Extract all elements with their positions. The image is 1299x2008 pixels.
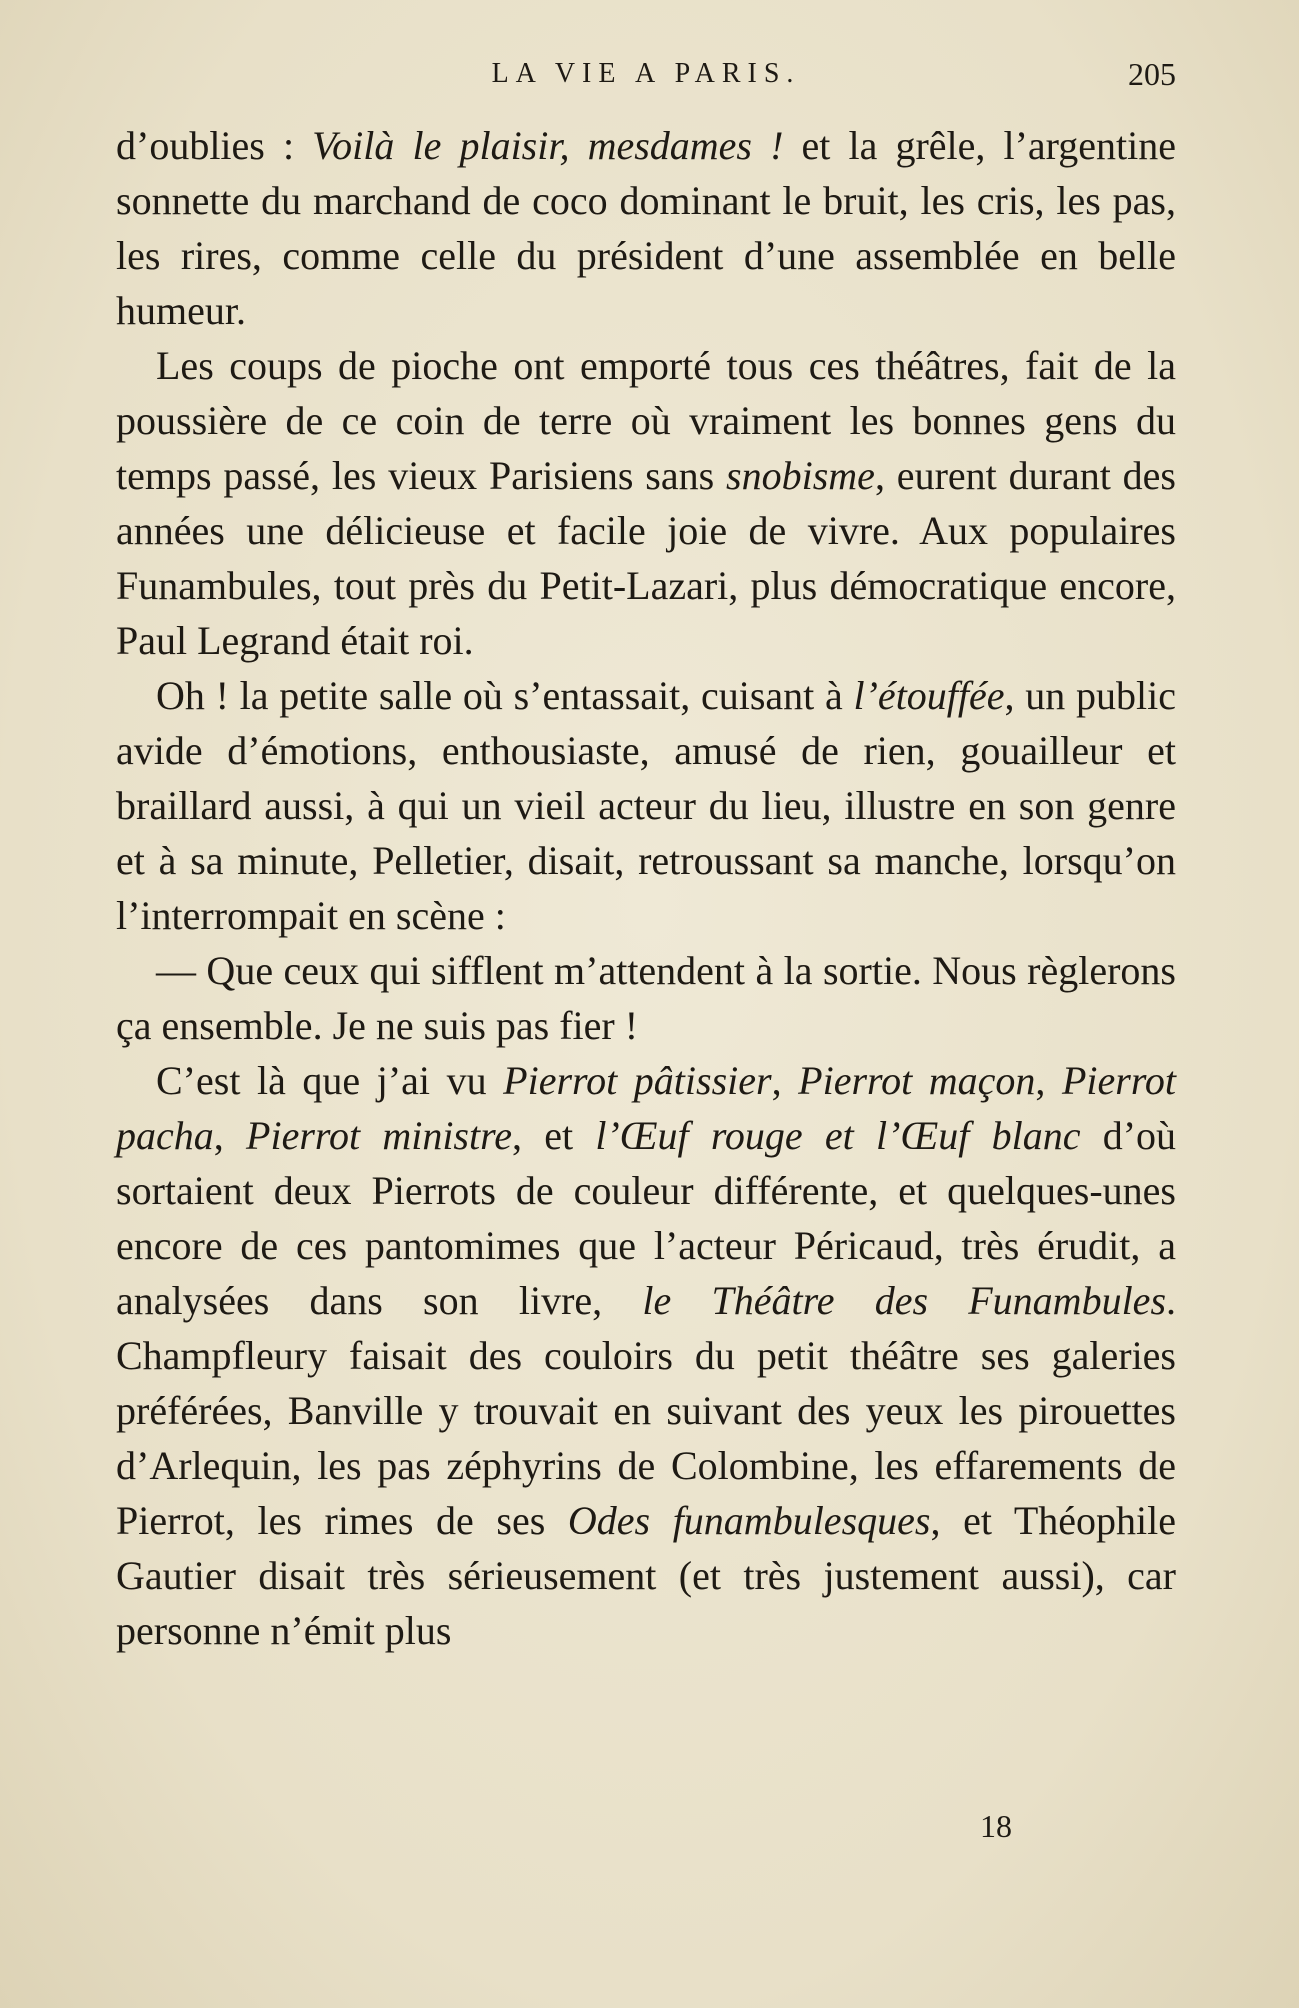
page-number: 205 [1128, 56, 1176, 92]
italic-text-run: Pierrot pâtissier [503, 1058, 772, 1103]
italic-text-run: l’étouffée [853, 673, 1005, 718]
text-run: Les coups de pioche ont emporté tous ces théâtres, fait de la poussière de ce coin de terre où vraiment les bonnes gens du temps passé, les vieux Parisiens sans [116, 343, 1176, 498]
italic-text-run: Pierrot ministre [246, 1113, 512, 1158]
paragraph [116, 943, 1176, 1053]
text-run: C’est là que j’ai vu [156, 1058, 504, 1103]
italic-text-run: le Théâtre des Funambules [642, 1278, 1167, 1323]
italic-text-run: snobisme [726, 453, 875, 498]
italic-text-run: Pierrot pacha [116, 1058, 1177, 1158]
text-run: d’oublies : [116, 123, 313, 168]
paragraph [116, 1053, 1176, 1658]
italic-text-run: Odes funambulesques [567, 1498, 931, 1543]
text-run: , et Théophile Gautier disait très sérieusement (et très justement aussi), car personne n’émit plus [116, 1498, 1176, 1653]
text-run: , [771, 1058, 799, 1103]
paragraph [116, 668, 1176, 943]
page-header [116, 52, 1176, 96]
running-title: LA VIE A PARIS. [491, 58, 801, 89]
italic-text-run: Voilà le plaisir, mesdames ! [312, 123, 784, 168]
paragraph [116, 118, 1176, 338]
text-run: et la grêle, l’argentine sonnette du marchand de coco dominant le bruit, les cris, les pas, les rires, comme celle du président d’une assemblée en belle humeur. [116, 123, 1176, 333]
text-run: , [1035, 1058, 1062, 1103]
text-run: d’où sortaient deux Pierrots de couleur différente, et quelques-unes encore de ces pantomimes que l’acteur Péricaud, très érudit, a analysées dans son livre, [116, 1113, 1177, 1323]
italic-text-run: Pierrot maçon [798, 1058, 1036, 1103]
text-run: , eurent durant des années une délicieuse et facile joie de vivre. Aux populaires Funambules, tout près du Petit-Lazari, plus démocratique encore, Paul Legrand était roi. [116, 453, 1177, 663]
body-text [116, 118, 1176, 1658]
text-run: Oh ! la petite salle où s’entassait, cuisant à [156, 673, 854, 718]
text-run: , [213, 1113, 247, 1158]
signature-mark: 18 [980, 1808, 1012, 1844]
text-run: , un public avide d’émotions, enthousiaste, amusé de rien, gouailleur et braillard aussi, à qui un vieil acteur du lieu, illustre en son genre et à sa minute, Pelletier, disait, retroussant sa manche, lorsqu’on l’interrompait en scène : [116, 673, 1176, 938]
italic-text-run: l’Œuf rouge et l’Œuf blanc [595, 1113, 1081, 1158]
text-run: , et [511, 1113, 596, 1158]
paragraph [116, 338, 1176, 668]
text-run: . Champfleury faisait des couloirs du petit théâtre ses galeries préférées, Banville y trouvait en suivant des yeux les pirouettes d’Arlequin, les pas zéphyrins de Colombine, les effarements de Pierrot, les rimes de ses [116, 1278, 1177, 1543]
text-run: — Que ceux qui sifflent m’attendent à la sortie. Nous règlerons ça ensemble. Je ne suis pas fier ! [116, 948, 1176, 1048]
